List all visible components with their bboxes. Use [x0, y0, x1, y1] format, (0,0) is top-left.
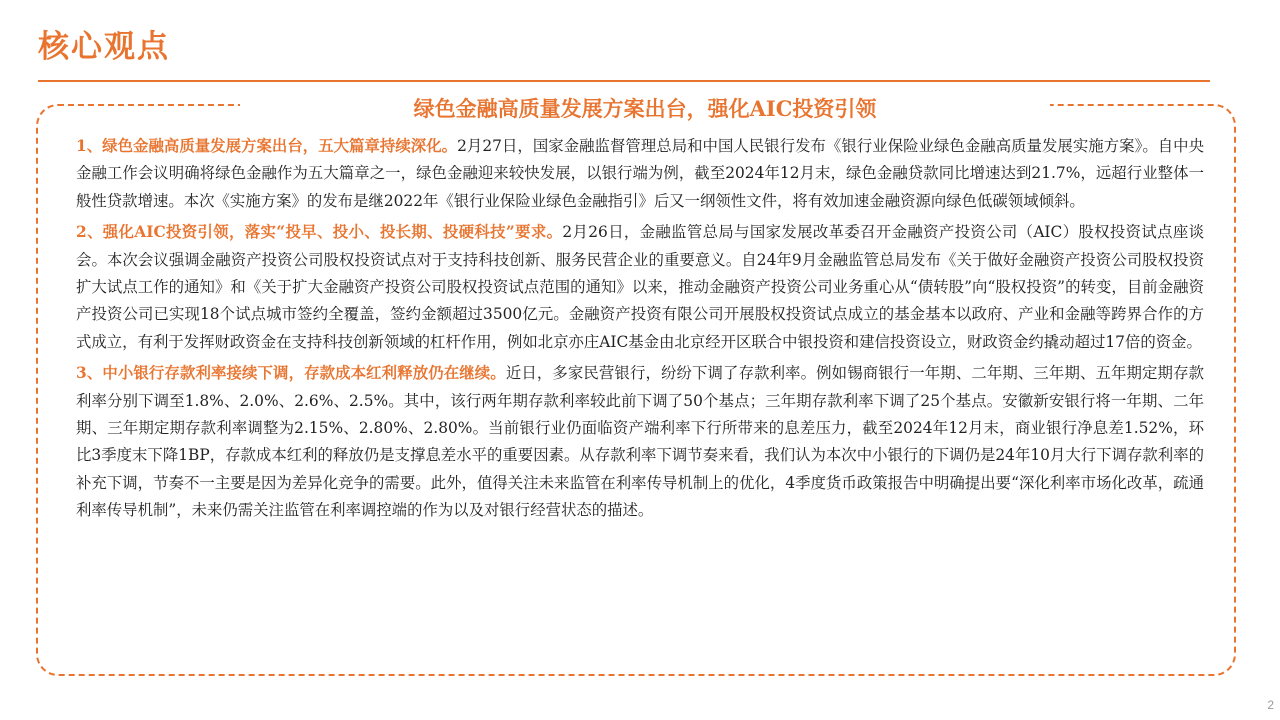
- summary-content: [76, 133, 1204, 529]
- paragraph-lead: 1、绿色金融高质量发展方案出台，五大篇章持续深化。: [76, 137, 458, 155]
- paragraph-body: 近日，多家民营银行，纷纷下调了存款利率。例如锡商银行一年期、二年期、三年期、五年期定期存款利率分别下调至1.8%、2.0%、2.6%、2.5%。其中，该行两年期存款利率较此前下调了50个基点；三年期存款利率下调了25个基点。安徽新安银行将一年期、二年期、三年期定期存款利率调整为2.15%、2.80%、2.80%。当前银行业仍面临资产端利率下行所带来的息差压力，截至2024年12月末，商业银行净息差1.52%，环比3季度末下降1BP，存款成本红利的释放仍是支撑息差水平的重要因素。从存款利率下调节奏来看，我们认为本次中小银行的下调仍是24年10月大行下调存款利率的补充下调，节奏不一主要是因为差异化竞争的需要。此外，值得关注未来监管在利率传导机制上的优化，4季度货币政策报告中明确提出要“深化利率市场化改革，疏通利率传导机制”，未来仍需关注监管在利率调控端的作为以及对银行经营状态的描述。: [76, 364, 1204, 520]
- box-heading: 绿色金融高质量发展方案出台，强化AIC投资引领: [240, 92, 1050, 126]
- paragraph-aic-investment: [76, 219, 1204, 356]
- paragraph-body: 2月26日，金融监管总局与国家发展改革委召开金融资产投资公司（AIC）股权投资试点座谈会。本次会议强调金融资产投资公司股权投资试点对于支持科技创新、服务民营企业的重要意义。自24年9月金融监管总局发布《关于做好金融资产投资公司股权投资扩大试点工作的通知》和《关于扩大金融资产投资公司股权投资试点范围的通知》以来，推动金融资产投资公司业务重心从“债转股”向“股权投资”的转变，目前金融资产投资公司已实现18个试点城市签约全覆盖，签约金额超过3500亿元。金融资产投资有限公司开展股权投资试点成立的基金基本以政府、产业和金融等跨界合作的方式成立，有利于发挥财政资金在支持科技创新领域的杠杆作用，例如北京亦庄AIC基金由北京经开区联合中银投资和建信投资设立，财政资金约撬动超过17倍的资金。: [76, 223, 1204, 351]
- paragraph-body: 2月27日，国家金融监督管理总局和中国人民银行发布《银行业保险业绿色金融高质量发展实施方案》。自中央金融工作会议明确将绿色金融作为五大篇章之一，绿色金融迎来较快发展，以银行端为例，截至2024年12月末，绿色金融贷款同比增速达到21.7%，远超行业整体一般性贷款增速。本次《实施方案》的发布是继2022年《银行业保险业绿色金融指引》后又一纲领性文件，将有效加速金融资源向绿色低碳领域倾斜。: [76, 137, 1204, 210]
- paragraph-lead: 3、中小银行存款利率接续下调，存款成本红利释放仍在继续。: [76, 364, 506, 383]
- page-number: 2: [1267, 698, 1274, 712]
- paragraph-green-finance: [76, 133, 1204, 215]
- slide-title: 核心观点: [38, 29, 170, 65]
- paragraph-deposit-rates: [76, 360, 1204, 524]
- paragraph-lead: 2、强化AIC投资引领，落实“投早、投小、投长期、投硬科技”要求。: [76, 223, 563, 242]
- title-divider: [38, 80, 1210, 82]
